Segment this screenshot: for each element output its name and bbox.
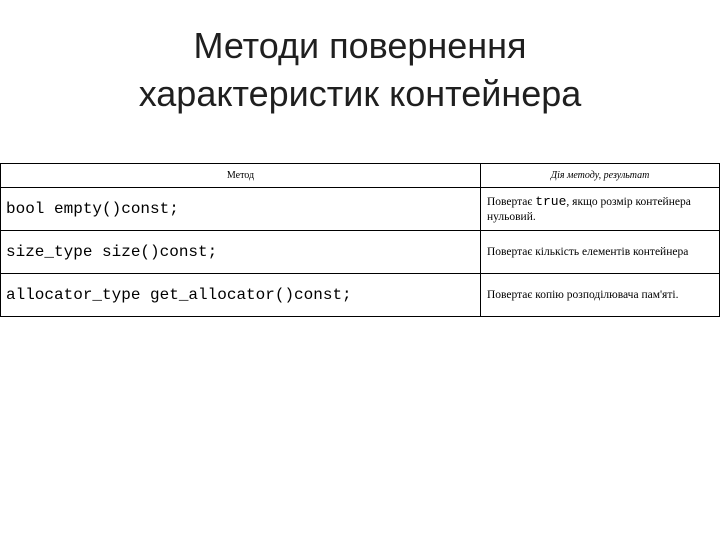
table-row	[1, 274, 720, 317]
slide-title	[0, 22, 720, 118]
header-method: Метод	[1, 164, 481, 188]
table-row	[1, 231, 720, 274]
table-header-row	[1, 164, 720, 188]
methods-table	[0, 163, 720, 317]
table-row	[1, 188, 720, 231]
method-signature: allocator_type get_allocator()const;	[1, 274, 481, 317]
title-line-1: Методи повернення	[193, 25, 527, 66]
title-line-2: характеристик контейнера	[138, 73, 582, 114]
description-text: , якщо розмір контейнера нульовий.	[487, 195, 691, 223]
description-text: Повертає	[487, 195, 536, 208]
keyword-true: true	[535, 193, 567, 209]
header-action: Дія методу, результат	[481, 164, 720, 188]
method-description: Повертає копію розподілювача пам'яті.	[481, 274, 720, 317]
method-description: Повертає кількість елементів контейнера	[481, 231, 720, 274]
method-description	[481, 188, 720, 231]
method-signature: size_type size()const;	[1, 231, 481, 274]
method-signature: bool empty()const;	[1, 188, 481, 231]
